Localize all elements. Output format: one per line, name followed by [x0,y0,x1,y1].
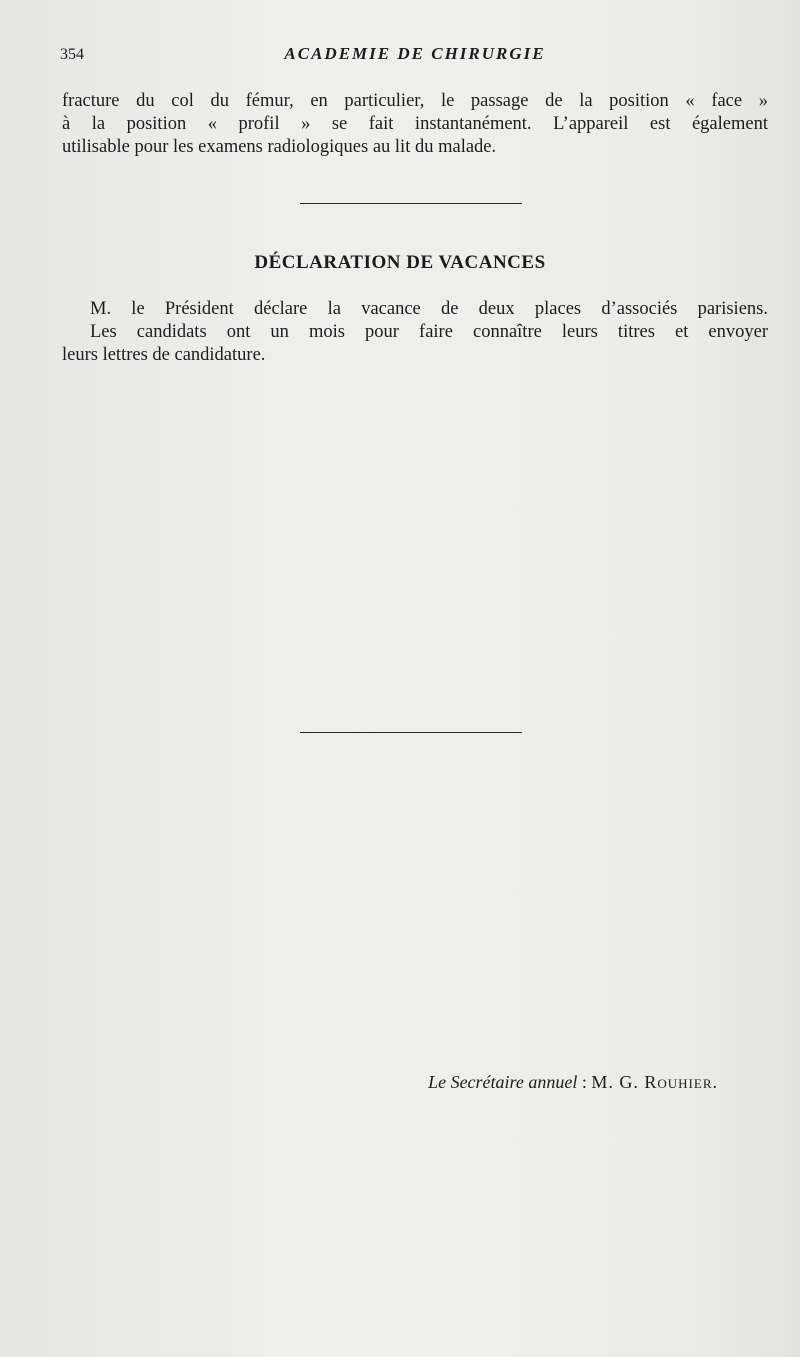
signature [428,1072,718,1093]
section-divider-top [300,203,522,204]
signature-role: Le Secrétaire annuel [428,1072,578,1092]
signature-name-prefix: M. G. R [591,1072,658,1092]
paragraph-line: M. le Président déclare la vacance de deux places d’associés parisiens. [90,299,768,319]
paragraph-line: utilisable pour les examens radiologiques au lit du malade. [62,137,497,157]
page-header [60,44,770,68]
paragraph-line: à la position « profil » se fait instantanément. L’appareil est également [62,114,768,134]
page-number: 354 [60,46,84,63]
signature-name-rest: ouhier. [657,1072,718,1092]
paragraph-line: leurs lettres de candidature. [62,345,266,365]
paragraph-line: fracture du col du fémur, en particulier, le passage de la position « face » [62,91,768,111]
section-paragraph [62,298,768,367]
section-divider-bottom [300,732,522,733]
section-title: DÉCLARATION DE VACANCES [254,252,546,273]
signature-separator: : [577,1072,592,1092]
running-title: ACADEMIE DE CHIRURGIE [284,44,546,63]
paragraph-line: Les candidats ont un mois pour faire connaître leurs titres et envoyer [90,322,768,342]
intro-paragraph [62,90,768,159]
